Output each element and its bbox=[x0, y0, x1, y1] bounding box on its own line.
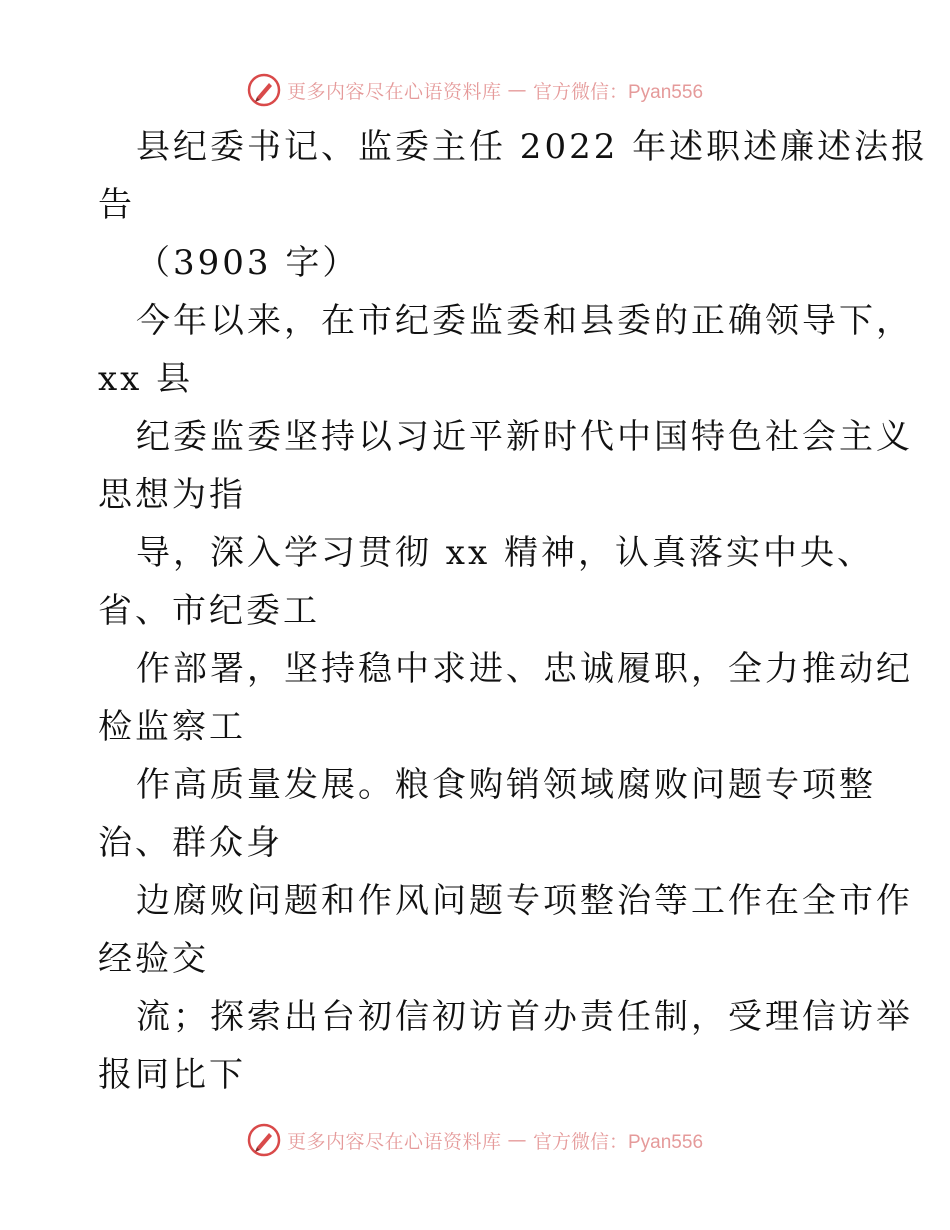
watermark-text: 更多内容尽在心语资料库 bbox=[286, 80, 502, 103]
text-line: （3903 字） bbox=[136, 243, 360, 283]
watermark-dash: — bbox=[507, 79, 527, 101]
watermark-contact: 官方微信：Pyan556 bbox=[533, 81, 704, 103]
text-line: 流；探索出台初信初访首办责任制，受理信访举 bbox=[136, 997, 913, 1037]
text-line: 作高质量发展。粮食购销领域腐败问题专项整 bbox=[136, 765, 876, 805]
document-body bbox=[98, 118, 929, 1104]
text-line: 县纪委书记、监委主任 2022 年述职述廉述法报 bbox=[136, 127, 929, 167]
text-line: 经验交 bbox=[98, 939, 209, 979]
text-line: 治、群众身 bbox=[98, 823, 283, 863]
watermark-contact: 官方微信：Pyan556 bbox=[533, 1131, 704, 1153]
text-line: 省、市纪委工 bbox=[98, 591, 320, 631]
text-line: xx 县 bbox=[98, 359, 194, 399]
text-line: 边腐败问题和作风问题专项整治等工作在全市作 bbox=[136, 881, 913, 921]
pen-logo-icon bbox=[247, 1123, 281, 1157]
text-line: 今年以来，在市纪委监委和县委的正确领导下， bbox=[136, 301, 913, 341]
text-line: 报同比下 bbox=[98, 1055, 246, 1095]
text-line: 思想为指 bbox=[98, 475, 246, 515]
text-line: 纪委监委坚持以习近平新时代中国特色社会主义 bbox=[136, 417, 913, 457]
header-watermark bbox=[0, 70, 950, 110]
watermark-text: 更多内容尽在心语资料库 bbox=[286, 1130, 502, 1153]
footer-watermark bbox=[0, 1120, 950, 1160]
text-line: 导，深入学习贯彻 xx 精神，认真落实中央、 bbox=[136, 533, 874, 573]
text-line: 检监察工 bbox=[98, 707, 246, 747]
text-line: 告 bbox=[98, 185, 135, 225]
watermark-dash: — bbox=[507, 1129, 527, 1151]
pen-logo-icon bbox=[247, 73, 281, 107]
text-line: 作部署，坚持稳中求进、忠诚履职，全力推动纪 bbox=[136, 649, 913, 689]
